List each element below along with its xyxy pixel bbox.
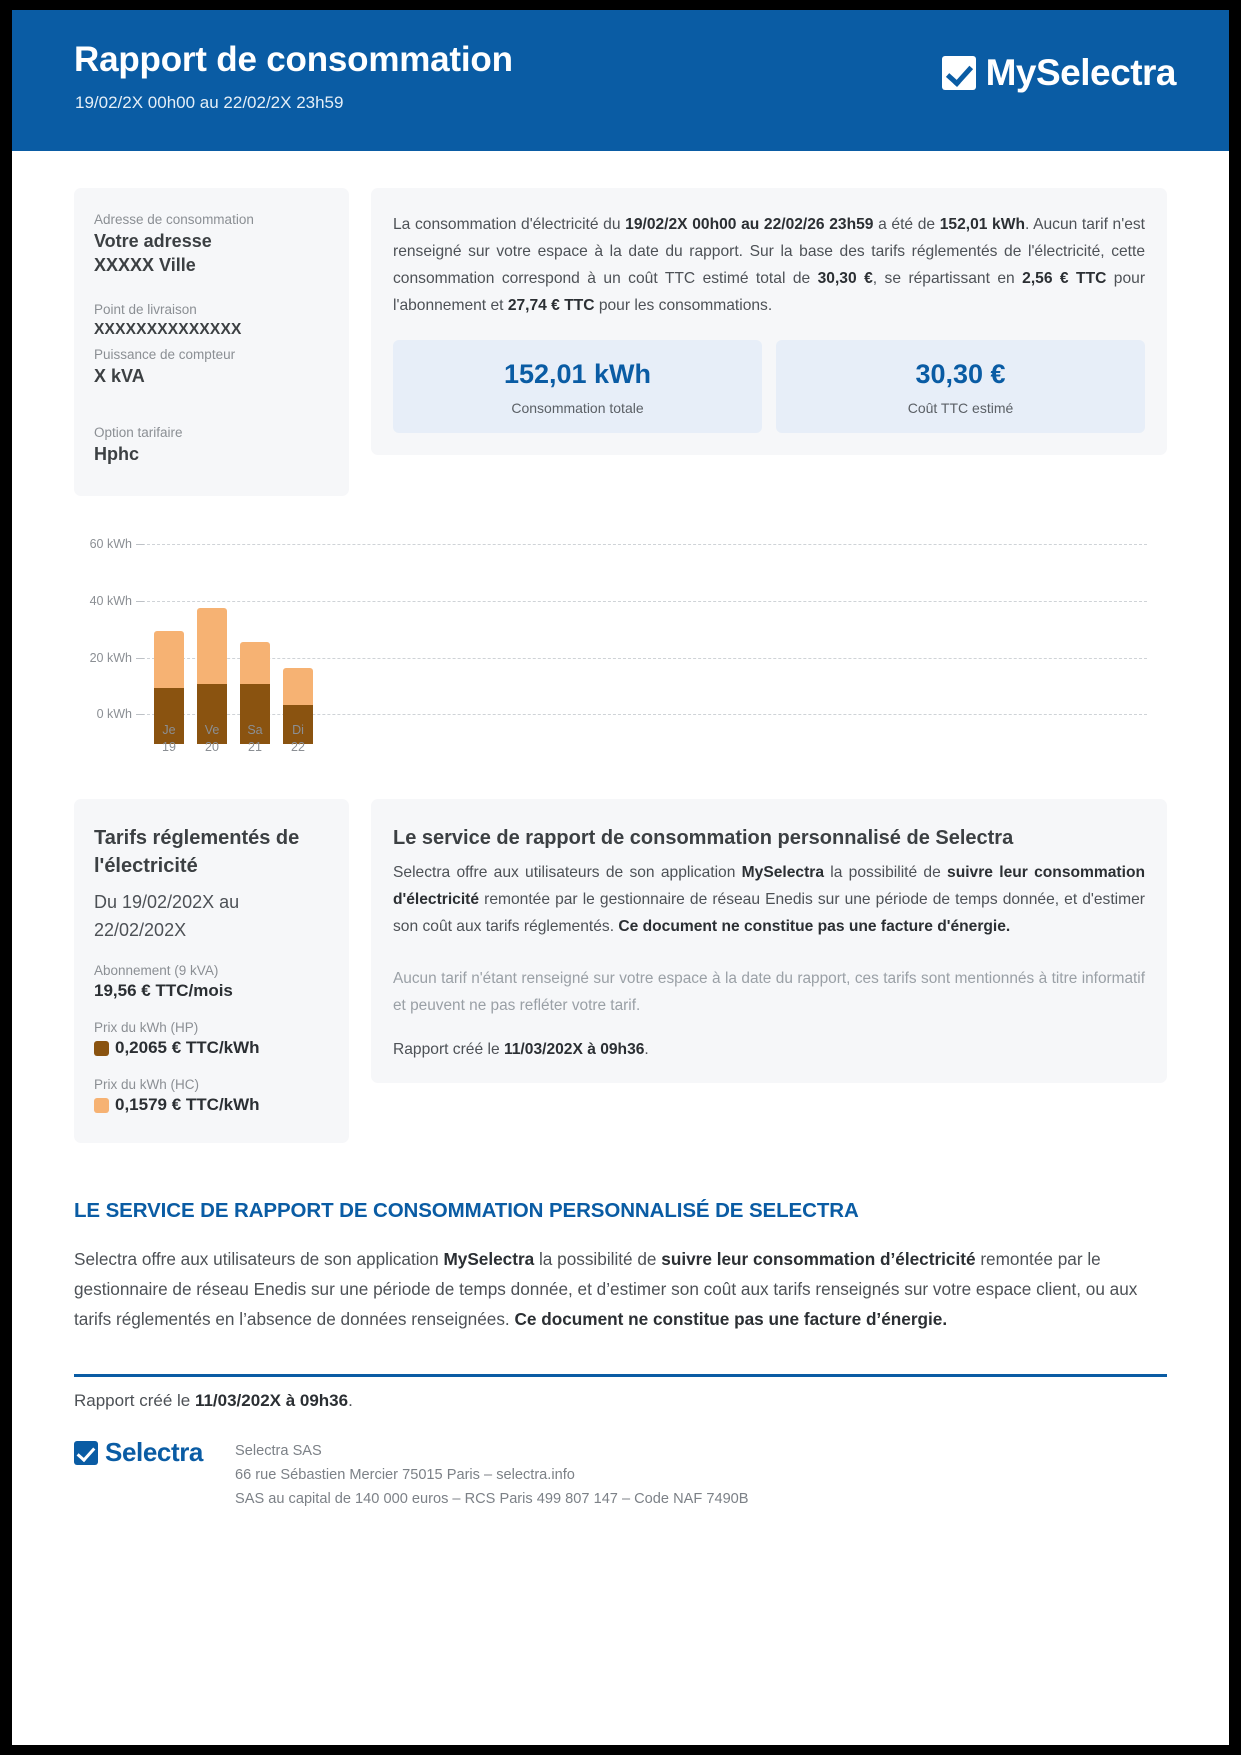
summary-bold-consumption: 27,74 € TTC xyxy=(507,296,595,314)
service-card-body xyxy=(393,860,1145,940)
chart-x-label xyxy=(283,722,313,755)
hp-price-value: 0,2065 € TTC/kWh xyxy=(115,1038,260,1058)
chart-y-tick xyxy=(136,714,144,715)
top-section xyxy=(12,188,1229,496)
service-card-note: Aucun tarif n'étant renseigné sur votre espace à la date du rapport, ces tarifs sont mentionnés à titre informatif et peuvent ne pas refléter votre tarif. xyxy=(393,970,1145,1014)
chart-x-label xyxy=(240,722,270,755)
summary-text-3: . Aucun tarif n'est renseigné sur votre espace à la date du rapport. Sur la base des tarifs réglementés de l'électricité, cette consommation correspond à un coût TTC estimé total de xyxy=(393,216,1146,287)
service-description-card xyxy=(371,799,1167,1083)
chart-gridline xyxy=(142,544,1147,545)
service-bold-disclaimer: Ce document ne constitue pas une facture d'énergie. xyxy=(618,917,1011,935)
hp-price-label: Prix du kWh (HP) xyxy=(94,1020,199,1036)
footer-divider xyxy=(74,1374,1167,1377)
chart-bar-segment-hc xyxy=(197,608,227,683)
bottom-text-2: la possibilité de xyxy=(534,1249,662,1270)
chart-x-label-day: Sa xyxy=(247,723,263,738)
tariff-option-label: Option tarifaire xyxy=(94,424,183,440)
address-line-2: XXXXX Ville xyxy=(94,254,196,275)
hp-price-row xyxy=(94,1038,329,1058)
hc-color-swatch-icon xyxy=(94,1098,109,1113)
chart-bar-segment-hc xyxy=(240,642,270,683)
chart-bar-segment-hc xyxy=(283,668,313,705)
tariff-card-title: Tarifs réglementés de l'électricité xyxy=(94,827,300,878)
chart-y-tick xyxy=(136,601,144,602)
footer-created-suffix: . xyxy=(348,1391,353,1411)
report-period: 19/02/2X 00h00 au 22/02/2X 23h59 xyxy=(75,93,344,112)
created-prefix: Rapport créé le xyxy=(393,1041,504,1059)
stat-label: Consommation totale xyxy=(511,399,644,416)
delivery-point-label: Point de livraison xyxy=(94,301,197,317)
meter-power-label: Puissance de compteur xyxy=(94,346,236,362)
legal-info xyxy=(235,1433,749,1511)
subscription-value: 19,56 € TTC/mois xyxy=(94,981,233,1001)
address-line-1: Votre adresse xyxy=(94,231,212,251)
bottom-section-title: LE SERVICE DE RAPPORT DE CONSOMMATION PERSONNALISÉ DE SELECTRA xyxy=(74,1199,859,1223)
chart-y-label: 40 kWh xyxy=(89,594,132,609)
chart-y-tick xyxy=(136,544,144,545)
checkbox-check-icon xyxy=(74,1441,98,1465)
summary-bold-kwh: 152,01 kWh xyxy=(939,216,1025,233)
chart-plot-area xyxy=(74,537,1167,754)
footer-created-prefix: Rapport créé le xyxy=(74,1391,195,1411)
bottom-section-body xyxy=(74,1245,1167,1334)
chart-y-label: 60 kWh xyxy=(89,537,132,552)
summary-card xyxy=(371,188,1167,455)
service-text-2: la possibilité de xyxy=(824,864,948,882)
subscription-label: Abonnement (9 kVA) xyxy=(94,963,219,979)
tariff-option-value: Hphc xyxy=(94,443,139,464)
summary-text-6: pour les consommations. xyxy=(594,296,773,314)
report-page xyxy=(12,10,1229,1745)
legal-line-3: SAS au capital de 140 000 euros – RCS Paris 499 807 147 – Code NAF 7490B xyxy=(234,1491,749,1508)
bottom-bold-disclaimer: Ce document ne constitue pas une facture d’énergie. xyxy=(514,1308,948,1329)
chart-y-label: 20 kWh xyxy=(89,650,132,665)
summary-text-4: , se répartissant en xyxy=(872,269,1023,287)
brand-name: MySelectra xyxy=(985,52,1176,93)
chart-x-label-date: 21 xyxy=(248,739,262,754)
stat-value: 152,01 kWh xyxy=(503,358,652,389)
checkbox-check-icon xyxy=(942,56,976,90)
service-bold-app: MySelectra xyxy=(741,864,825,882)
chart-x-label-date: 20 xyxy=(205,739,219,754)
service-text-1: Selectra offre aux utilisateurs de son application xyxy=(393,864,742,882)
chart-x-label-date: 19 xyxy=(162,739,176,754)
address-label: Adresse de consommation xyxy=(94,212,254,227)
chart-x-label xyxy=(197,722,227,755)
chart-y-label: 0 kWh xyxy=(96,707,132,722)
service-card-title: Le service de rapport de consommation personnalisé de Selectra xyxy=(393,827,1014,850)
meter-power-value: X kVA xyxy=(94,365,145,386)
chart-x-labels xyxy=(154,722,313,755)
hp-color-swatch-icon xyxy=(94,1041,109,1056)
summary-bold-subscription: 2,56 € TTC xyxy=(1022,269,1107,287)
bottom-bold-follow: suivre leur consommation d’électricité xyxy=(661,1249,976,1270)
bottom-section xyxy=(12,1199,1229,1334)
service-card-created xyxy=(393,1041,1145,1059)
service-bold-follow: suivre leur consommation d'électricité xyxy=(393,864,1145,908)
chart-x-label-day: Di xyxy=(292,723,304,738)
hc-price-value: 0,1579 € TTC/kWh xyxy=(115,1095,260,1115)
selectra-logo xyxy=(74,1433,203,1468)
chart-x-label-day: Ve xyxy=(204,723,220,738)
stat-estimated-cost xyxy=(776,340,1145,433)
consumption-info-card xyxy=(74,188,349,496)
page-header xyxy=(12,10,1229,151)
hc-price-row xyxy=(94,1095,329,1115)
created-value: 11/03/202X à 09h36 xyxy=(503,1041,645,1059)
chart-x-label-day: Je xyxy=(162,723,176,738)
service-text-3: remontée par le gestionnaire de réseau Enedis sur une période de temps donnée, et d'estimer son coût aux tarifs réglementés. xyxy=(393,890,1145,935)
myselectra-logo xyxy=(942,52,1176,94)
delivery-point-value: XXXXXXXXXXXXXX xyxy=(94,320,242,338)
stat-total-consumption xyxy=(393,340,762,433)
chart-x-label xyxy=(154,722,184,755)
chart-bars xyxy=(154,574,313,744)
bottom-bold-app: MySelectra xyxy=(443,1249,535,1270)
summary-text-2: a été de xyxy=(873,216,940,233)
stat-value: 30,30 € xyxy=(915,358,1006,389)
hc-price-label: Prix du kWh (HC) xyxy=(94,1077,200,1093)
summary-text-5: pour l'abonnement et xyxy=(393,269,1146,314)
footer-brand-name: Selectra xyxy=(105,1437,203,1468)
legal-line-2: 66 rue Sébastien Mercier 75015 Paris – selectra.info xyxy=(234,1467,575,1484)
chart-x-label-date: 22 xyxy=(291,739,305,754)
legal-line-1: Selectra SAS xyxy=(234,1443,322,1460)
summary-text-1: La consommation d'électricité du xyxy=(393,216,626,233)
mid-section xyxy=(12,799,1229,1143)
stats-row xyxy=(393,340,1145,433)
page-title: Rapport de consommation xyxy=(74,40,513,79)
summary-paragraph xyxy=(393,212,1145,320)
footer-created-value: 11/03/202X à 09h36 xyxy=(194,1391,349,1411)
bottom-text-3: remontée par le gestionnaire de réseau Enedis sur une période de temps donnée, et d’estimer son coût aux tarifs renseignés sur votre espace client, ou aux tarifs réglementés en l’absence de données renseignées. xyxy=(74,1249,1138,1329)
consumption-chart xyxy=(12,537,1229,769)
regulated-tariffs-card xyxy=(74,799,349,1143)
created-suffix: . xyxy=(644,1041,649,1059)
summary-bold-period: 19/02/2X 00h00 au 22/02/26 23h59 xyxy=(625,216,874,233)
chart-y-tick xyxy=(136,658,144,659)
stat-label: Coût TTC estimé xyxy=(907,399,1014,416)
footer-created-line xyxy=(12,1391,1229,1411)
page-footer xyxy=(12,1433,1229,1511)
chart-bar-segment-hc xyxy=(154,631,184,688)
tariff-card-period: Du 19/02/202X au 22/02/202X xyxy=(94,891,240,940)
summary-bold-total: 30,30 € xyxy=(817,269,873,287)
bottom-text-1: Selectra offre aux utilisateurs de son application xyxy=(74,1249,444,1270)
